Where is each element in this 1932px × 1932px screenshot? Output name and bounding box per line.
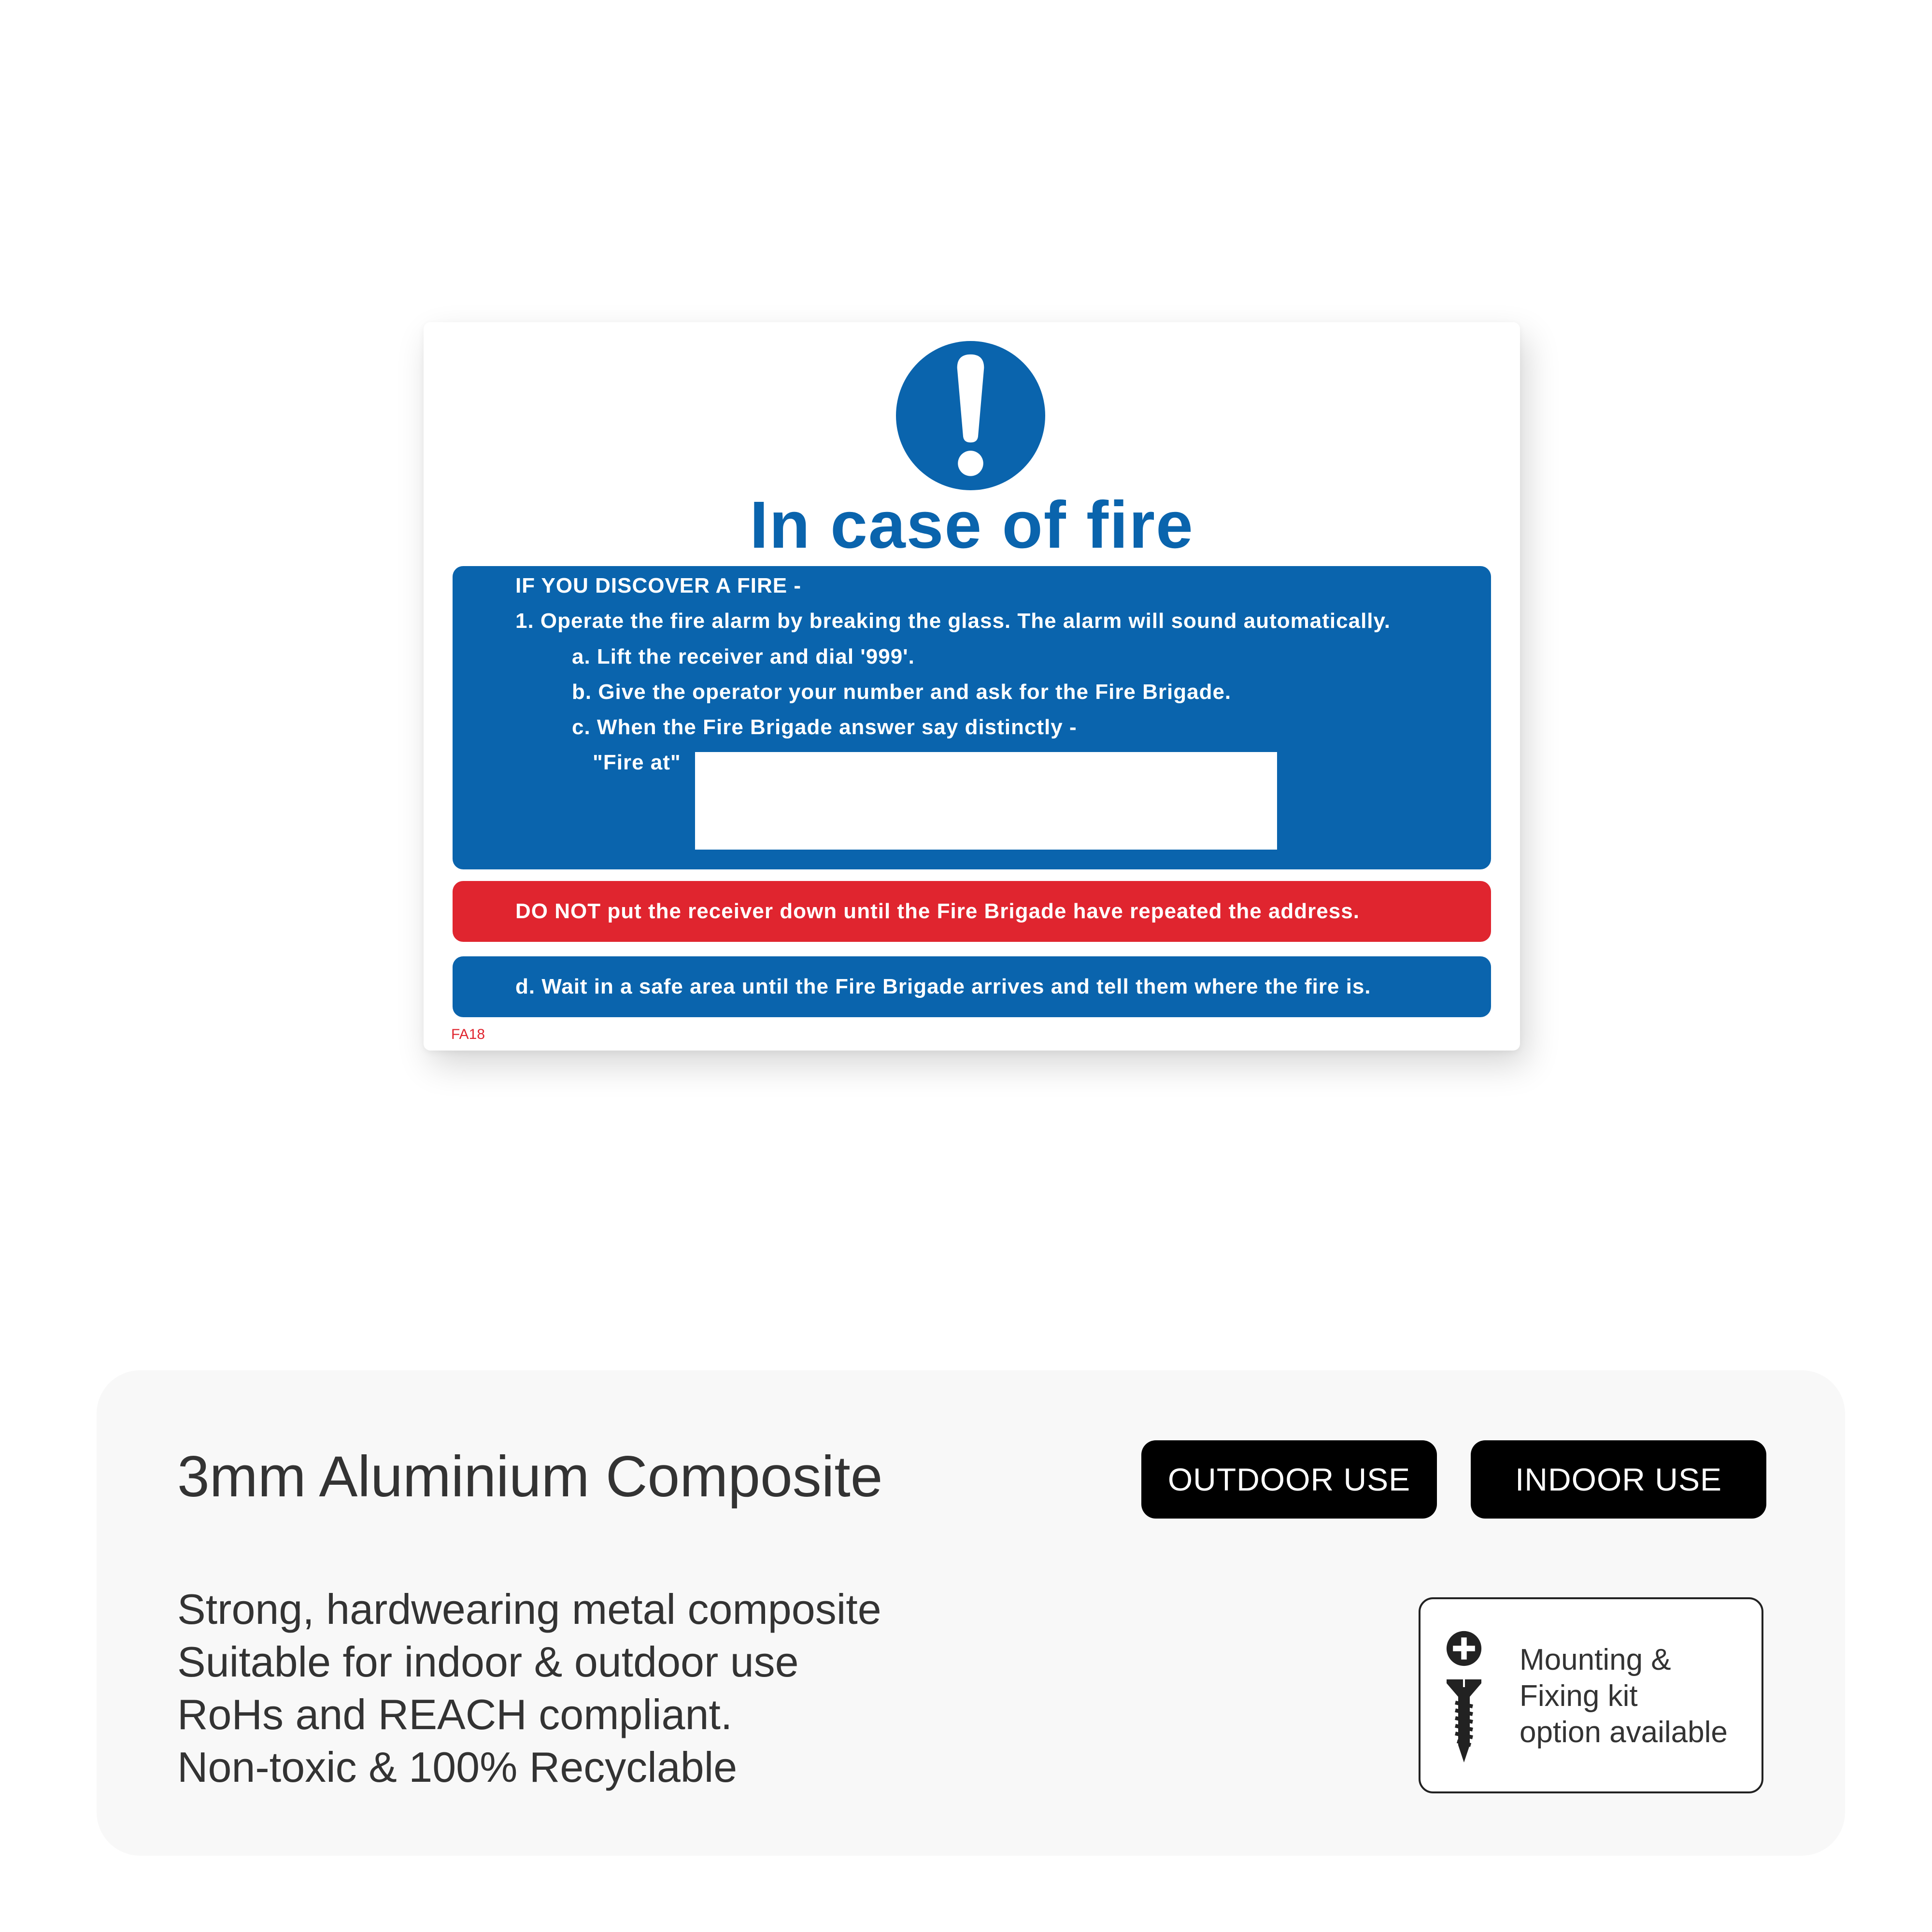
material-info-card bbox=[97, 1370, 1845, 1856]
step-a: a. Lift the receiver and dial '999'. bbox=[572, 645, 915, 668]
kit-text-line: Fixing kit bbox=[1520, 1679, 1638, 1713]
discover-heading: IF YOU DISCOVER A FIRE - bbox=[515, 574, 801, 597]
wait-safe-area-panel bbox=[453, 956, 1491, 1017]
screw-icon bbox=[1445, 1677, 1483, 1764]
step-c: c. When the Fire Brigade answer say distinctly - bbox=[572, 715, 1077, 739]
sign-title: In case of fire bbox=[750, 488, 1194, 562]
plus-circle-icon bbox=[1446, 1630, 1482, 1667]
kit-text-line: option available bbox=[1520, 1716, 1728, 1749]
warning-panel bbox=[453, 881, 1491, 942]
sign-code: FA18 bbox=[451, 1026, 485, 1042]
warning-text: DO NOT put the receiver down until the Fire Brigade have repeated the address. bbox=[515, 899, 1360, 923]
step-b: b. Give the operator your number and ask for the Fire Brigade. bbox=[572, 680, 1232, 704]
feature-item: Non-toxic & 100% Recyclable bbox=[177, 1743, 738, 1791]
exclamation-mark-icon bbox=[896, 341, 1045, 490]
step-1: 1. Operate the fire alarm by breaking the glass. The alarm will sound automatically. bbox=[515, 609, 1391, 633]
material-title: 3mm Aluminium Composite bbox=[177, 1444, 883, 1509]
indoor-use-badge[interactable]: INDOOR USE bbox=[1471, 1440, 1766, 1519]
mounting-kit-box[interactable] bbox=[1419, 1597, 1763, 1793]
feature-item: RoHs and REACH compliant. bbox=[177, 1690, 733, 1738]
fire-at-label: "Fire at" bbox=[593, 751, 681, 774]
fire-action-sign bbox=[424, 322, 1520, 1051]
feature-item: Suitable for indoor & outdoor use bbox=[177, 1638, 799, 1686]
feature-item: Strong, hardwearing metal composite bbox=[177, 1585, 881, 1633]
discover-fire-panel bbox=[453, 566, 1491, 869]
mounting-kit-text bbox=[1520, 1642, 1728, 1750]
feature-list bbox=[177, 1583, 881, 1793]
step-d: d. Wait in a safe area until the Fire Brigade arrives and tell them where the fire is. bbox=[515, 975, 1371, 998]
kit-text-line: Mounting & bbox=[1520, 1643, 1671, 1676]
address-blank-box bbox=[695, 752, 1277, 850]
outdoor-use-badge[interactable]: OUTDOOR USE bbox=[1141, 1440, 1437, 1519]
